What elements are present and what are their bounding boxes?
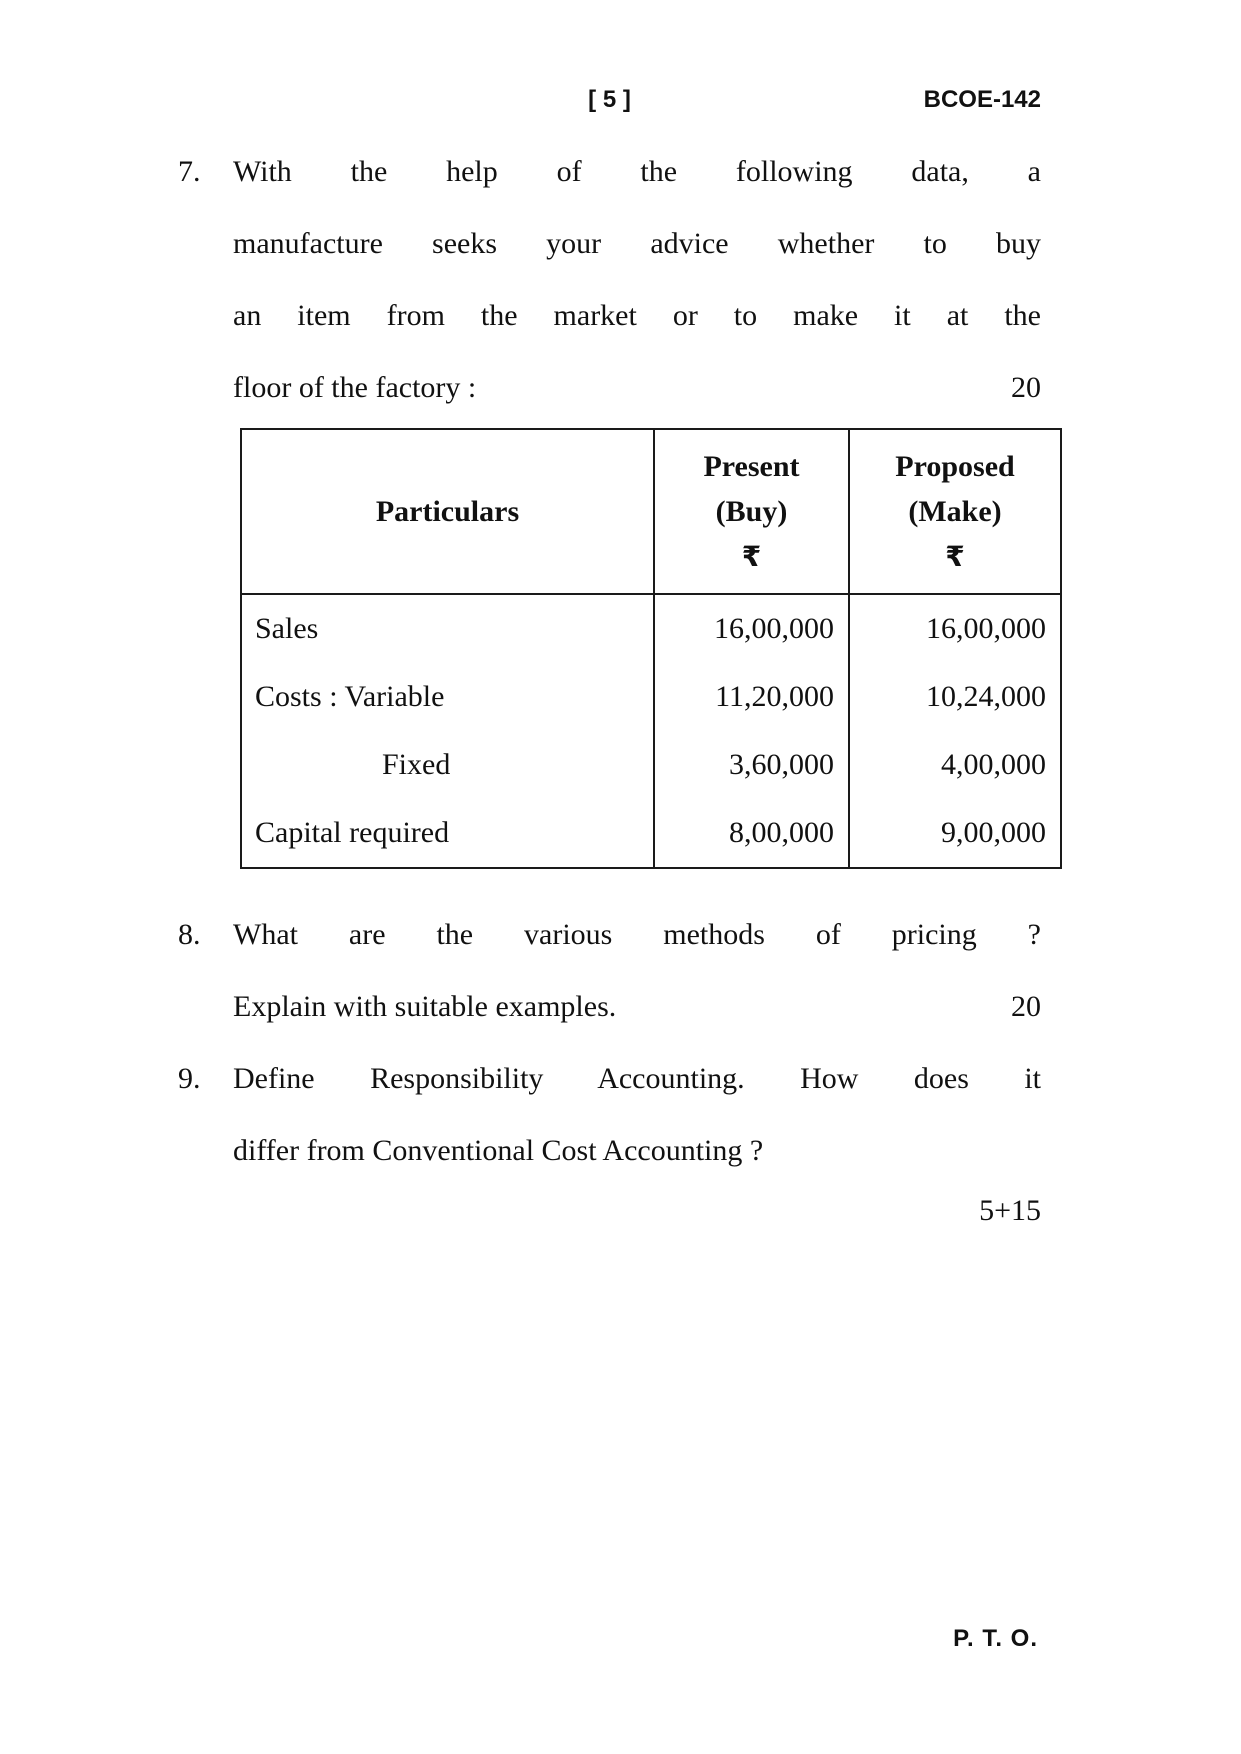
col-header-present-buy: Present (Buy) ₹ bbox=[654, 429, 849, 594]
question-8-line-2 bbox=[233, 971, 1041, 1043]
question-8 bbox=[178, 899, 1041, 1043]
col-header-particulars: Particulars bbox=[241, 429, 654, 594]
question-8-marks: 20 bbox=[1011, 990, 1041, 1023]
rupee-symbol: ₹ bbox=[741, 540, 762, 573]
table-row-fixed: Fixed 3,60,000 4,00,000 bbox=[241, 731, 1061, 799]
question-9-line-1: Define Responsibility Accounting. How does it bbox=[233, 1062, 1041, 1095]
rupee-symbol: ₹ bbox=[945, 540, 965, 573]
question-7-marks: 20 bbox=[1011, 371, 1041, 404]
question-7-body bbox=[233, 136, 1046, 869]
page-number: [ 5 ] bbox=[588, 86, 631, 113]
col-header-proposed-make: Proposed (Make) ₹ bbox=[849, 429, 1061, 594]
question-7-line-4 bbox=[233, 352, 1041, 424]
question-8-line-2-text: Explain with suitable examples. bbox=[233, 990, 617, 1023]
question-9 bbox=[178, 1043, 1041, 1247]
question-9-line-2: differ from Conventional Cost Accounting ? bbox=[233, 1134, 764, 1167]
question-7 bbox=[178, 136, 1046, 869]
page-header bbox=[178, 86, 1041, 114]
question-8-number: 8. bbox=[178, 918, 201, 951]
question-7-line-1: With the help of the following data, a bbox=[233, 155, 1041, 188]
question-8-line-1: What are the various methods of pricing ? bbox=[233, 918, 1041, 951]
question-9-number: 9. bbox=[178, 1062, 201, 1095]
page-turn-over-note: P. T. O. bbox=[953, 1625, 1038, 1652]
question-7-line-3: an item from the market or to make it at the bbox=[233, 299, 1041, 332]
table-row-capital-required: Capital required 8,00,000 9,00,000 bbox=[241, 799, 1061, 868]
paper-code: BCOE-142 bbox=[923, 86, 1041, 113]
question-9-marks: 5+15 bbox=[979, 1194, 1041, 1227]
question-7-line-2: manufacture seeks your advice whether to buy bbox=[233, 227, 1041, 260]
make-or-buy-cost-table bbox=[240, 428, 1062, 869]
table-row-costs-variable: Costs : Variable 11,20,000 10,24,000 bbox=[241, 663, 1061, 731]
table-header-row bbox=[241, 429, 1061, 594]
question-7-line-4-text: floor of the factory : bbox=[233, 371, 477, 404]
question-7-number: 7. bbox=[178, 155, 201, 188]
table-row-sales: Sales 16,00,000 16,00,000 bbox=[241, 594, 1061, 663]
exam-page-content bbox=[178, 86, 1046, 1247]
question-8-body bbox=[233, 899, 1041, 1043]
question-9-body bbox=[233, 1043, 1041, 1247]
